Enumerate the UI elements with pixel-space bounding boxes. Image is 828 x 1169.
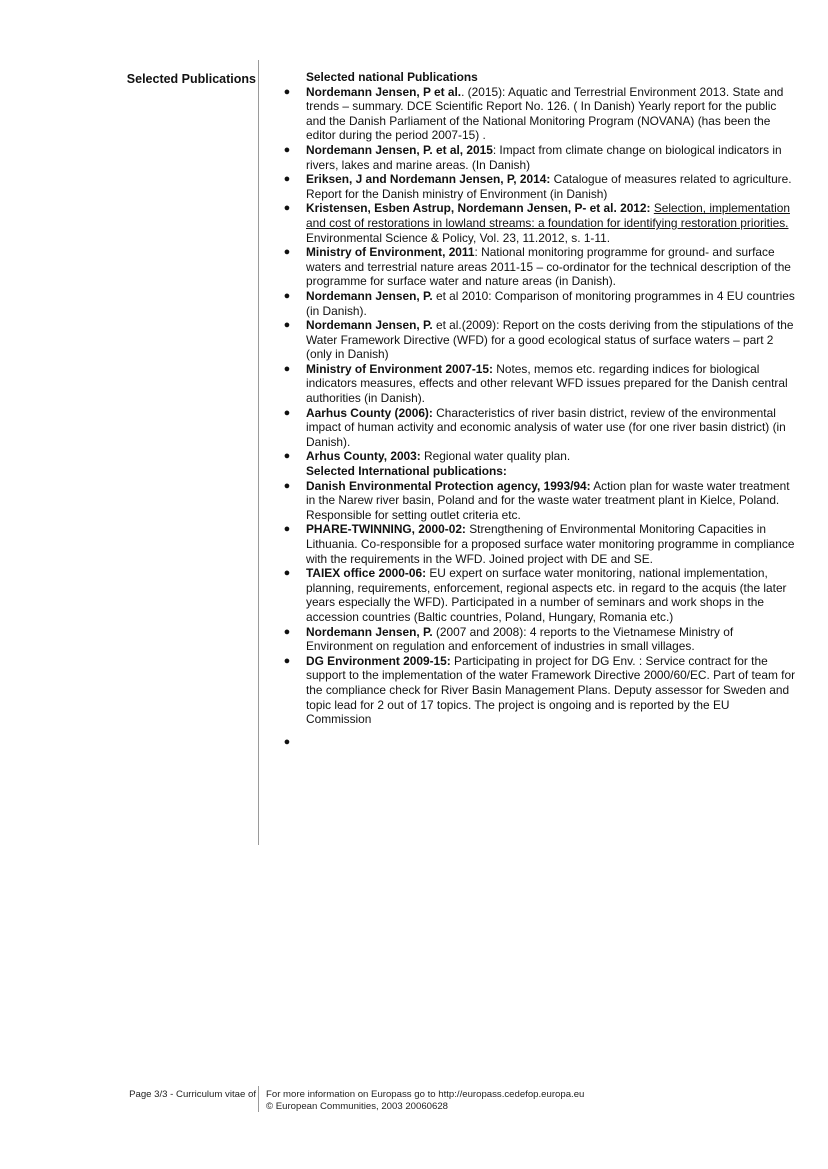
international-publications-title: Selected International publications: [306,464,507,479]
footer-divider [258,1086,259,1112]
bullet-icon: ● [283,450,291,463]
bullet-icon: ● [283,523,291,536]
publication-item [282,172,796,201]
publication-description: Catalogue of measures related to agriculture. Report for the Danish ministry of Environment (in Danish) [306,172,792,201]
footer-page-info: Page 3/3 - Curriculum vitae of [129,1089,256,1100]
publication-description: Environmental Science & Policy, Vol. 23, 11.2012, s. 1-11. [306,230,611,245]
publication-description: Strengthening of Environmental Monitoring Capacities in Lithuania. Co-responsible for a proposed surface water monitoring programme in compliance with the requirements in the WFD. Joined project with DE and SE. [306,522,795,566]
publication-item [282,735,796,750]
bullet-icon: ● [283,406,291,419]
bullet-icon: ● [283,143,291,156]
publication-item [282,625,796,654]
publication-item [282,85,796,143]
publication-description: Regional water quality plan. [420,449,571,464]
publication-item [282,522,796,566]
publication-description: et al.(2009): Report on the costs deriving from the stipulations of the Water Framework Directive (WFD) for a good ecological status of surface waters – part 2 (only in Danish) [306,318,794,362]
publication-item [282,449,796,464]
publication-author: Nordemann Jensen, P. [306,624,433,639]
bullet-icon: ● [283,567,291,580]
footer-info [266,1089,584,1113]
publication-description: EU expert on surface water monitoring, national implementation, planning, requirements, enforcement, regional aspects etc. in regard to the acquis (the later years especially the WFD). Participated in a number of seminars and work shops in the accession countries (Baltic countries, Poland, Hungary, Romania etc.) [306,566,787,624]
publication-author: Nordemann Jensen, P et al. [306,84,462,99]
publication-description: Notes, memos etc. regarding indices for biological indicators measures, effects and other relevant WFD issues prepared for the Danish central authorities (in Danish). [306,361,788,406]
publication-author: Nordemann Jensen, P. et al, 2015 [306,142,493,157]
publication-item [282,201,796,245]
publication-author: Kristensen, Esben Astrup, Nordemann Jensen, P- et al. 2012: [306,201,651,216]
bullet-icon: ● [283,479,291,492]
bullet-icon: ● [283,85,291,98]
footer-copyright: © European Communities, 2003 20060628 [266,1101,449,1112]
publication-author: Ministry of Environment 2007-15: [306,361,493,376]
footer-europass-link-text: For more information on Europass go to http://europass.cedefop.europa.eu [266,1089,585,1100]
publication-item [282,654,796,727]
bullet-icon: ● [283,319,291,332]
publication-author: Ministry of Environment, 2011 [306,245,475,260]
publication-item [282,245,796,289]
publication-item [282,143,796,172]
bullet-icon: ● [283,625,291,638]
bullet-icon: ● [283,289,291,302]
publication-item [282,406,796,450]
publication-description: (2007 and 2008): 4 reports to the Vietnamese Ministry of Environment on regulation and enforcement of industries in small villages. [306,624,734,654]
international-publications-list [282,479,796,750]
publication-description: et al 2010: Comparison of monitoring programmes in 4 EU countries (in Danish). [306,288,795,318]
publication-author: Nordemann Jensen, P. [306,318,433,333]
publication-item [282,362,796,406]
publication-item [282,566,796,624]
publication-description: Characteristics of river basin district, review of the environmental impact of human activity and economic analysis of water use (for one river basin district) (in Danish). [306,405,786,449]
bullet-icon: ● [283,654,291,667]
publication-item [282,318,796,362]
publication-author: PHARE-TWINNING, 2000-02: [306,522,466,537]
publication-author: Arhus County, 2003: [306,449,421,464]
publication-description: : Impact from climate change on biological indicators in rivers, lakes and marine areas. (In Danish) [306,142,782,172]
publication-author: Aarhus County (2006): [306,405,433,420]
publication-item [282,479,796,523]
publication-author: DG Environment 2009-15: [306,653,451,668]
publication-description: Action plan for waste water treatment in the Narew river basin, Poland and for the waste water treatment plant in Kielce, Poland. Responsible for setting outlet criteria etc. [306,478,790,522]
bullet-icon: ● [283,362,291,375]
publication-item [282,289,796,318]
bullet-icon: ● [283,173,291,186]
publication-author: Danish Environmental Protection agency, 1993/94: [306,478,591,493]
publication-description: Participating in project for DG Env. : Service contract for the support to the implementation of the water Framework Directive 2000/60/EC. Part of team for the compliance check for River Basin Management Plans. Deputy assessor for Sweden and topic lead for 2 out of 17 topics. The project is ongoing and is reported by the EU Commission [306,653,796,727]
bullet-icon: ● [283,202,291,215]
publication-author: Eriksen, J and Nordemann Jensen, P, 2014: [306,172,551,187]
publication-author: Nordemann Jensen, P. [306,288,433,303]
publications-column [282,70,796,749]
publication-link-title[interactable]: Selection, implementation and cost of restorations in lowland streams: a foundation for identifying restoration priorities. [306,201,790,230]
publication-description: : National monitoring programme for ground- and surface waters and terrestrial nature areas 2011-15 – co-ordinator for the technical description of the programme for surface water and nature areas (in Danish). [306,245,791,289]
publication-description: . (2015): Aquatic and Terrestrial Environment 2013. State and trends – summary. DCE Scientific Report No. 126. ( In Danish) Yearly report for the public and the Danish Parliament of the National Monitoring Program (NOVANA) (has been the editor during the period 2007-15) . [306,84,784,143]
national-publications-list [282,85,796,464]
publication-author: TAIEX office 2000-06: [306,566,427,581]
national-publications-title: Selected national Publications [306,70,478,84]
column-divider [258,60,259,845]
bullet-icon: ● [283,246,291,259]
left-section-heading: Selected Publications [126,72,256,86]
bullet-icon: ● [283,735,291,748]
